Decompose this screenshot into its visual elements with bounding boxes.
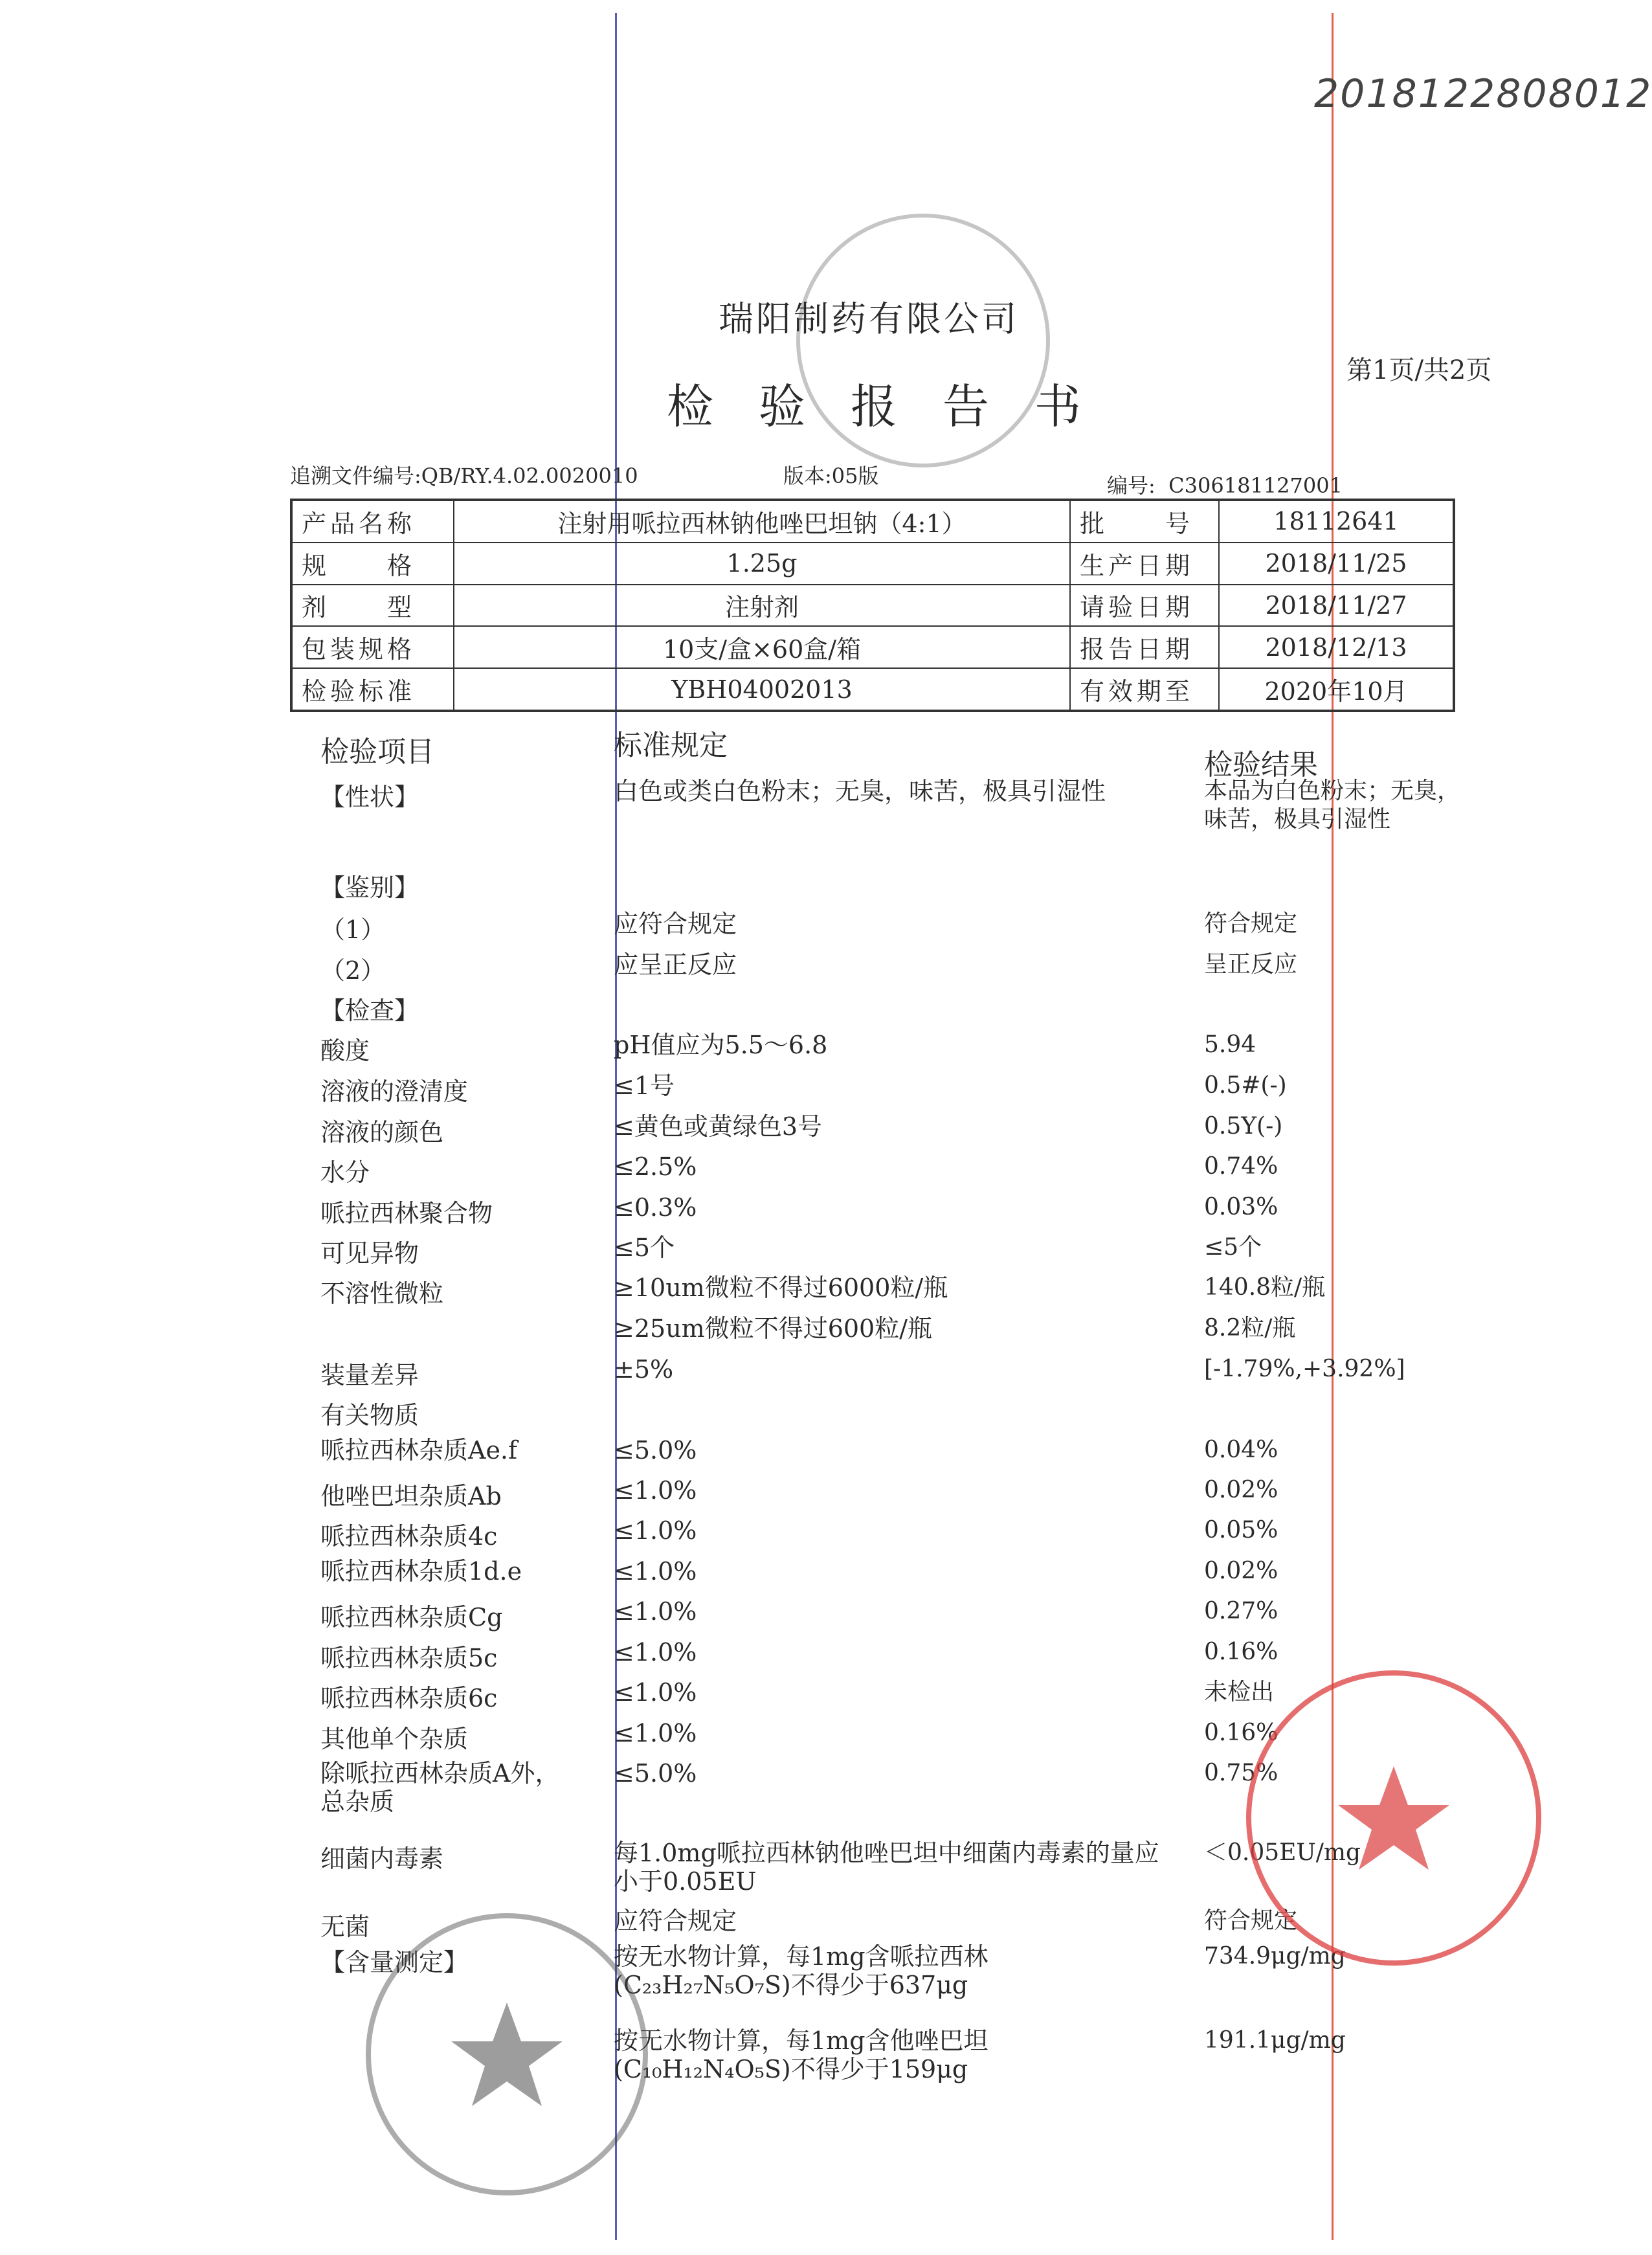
test-item: 除哌拉西林杂质A外，总杂质	[320, 1759, 560, 1816]
test-result: 0.03%	[1204, 1194, 1278, 1220]
report-title: 检验报告书	[667, 379, 1127, 434]
info-label: 包装规格	[291, 626, 454, 668]
test-standard: 应呈正反应	[614, 950, 737, 979]
test-item: 哌拉西林杂质6c	[320, 1684, 498, 1712]
info-row	[291, 668, 1454, 711]
test-item: （1）	[320, 915, 386, 944]
test-result: 0.16%	[1204, 1639, 1278, 1665]
test-item: 【检查】	[320, 996, 419, 1025]
test-item: 不溶性微粒	[320, 1279, 444, 1308]
info-value: 2018/11/27	[1219, 585, 1454, 627]
trace-file-no	[290, 460, 638, 489]
test-result: 0.04%	[1204, 1437, 1278, 1463]
test-standard: ≤1.0%	[614, 1476, 697, 1505]
test-item: 哌拉西林杂质1d.e	[320, 1557, 522, 1586]
test-result: 未检出	[1204, 1679, 1275, 1705]
test-item: 水分	[320, 1158, 370, 1187]
test-standard: ≤5.0%	[614, 1436, 697, 1464]
test-standard: ≤0.3%	[614, 1193, 697, 1222]
info-label: 检验标准	[291, 668, 454, 711]
test-standard: 应符合规定	[614, 910, 737, 938]
company-name: 瑞阳制药有限公司	[719, 298, 1019, 339]
report-no-value: C306181127001	[1168, 473, 1343, 498]
test-result: 0.74%	[1204, 1153, 1278, 1180]
test-item: 哌拉西林杂质4c	[320, 1522, 498, 1551]
test-standard: ≥25um微粒不得过600粒/瓶	[614, 1314, 933, 1343]
test-item: 溶液的澄清度	[320, 1077, 469, 1106]
info-value: 2020年10月	[1219, 668, 1454, 711]
info-label: 请验日期	[1070, 585, 1219, 627]
test-standard: ±5%	[614, 1355, 674, 1384]
test-item: 无菌	[320, 1913, 370, 1941]
test-standard: 按无水物计算，每1mg含他唑巴坦(C₁₀H₁₂N₄O₅S)不得少于159μg	[614, 2026, 988, 2083]
test-result: [-1.79%,+3.92%]	[1204, 1356, 1405, 1382]
test-item: 有关物质	[320, 1401, 419, 1430]
quality-inspection-stamp	[366, 1913, 648, 2195]
test-standard: 白色或类白色粉末；无臭，味苦，极具引湿性	[614, 777, 1106, 805]
test-standard: ≤1.0%	[614, 1638, 697, 1666]
test-item: 装量差异	[320, 1361, 419, 1389]
report-no-label: 编号:	[1107, 473, 1155, 498]
test-result: 140.8粒/瓶	[1204, 1274, 1326, 1301]
test-item: 其他单个杂质	[320, 1725, 469, 1753]
test-result: ≤5个	[1204, 1234, 1262, 1261]
test-result: 0.27%	[1204, 1598, 1278, 1624]
info-value: 1.25g	[454, 543, 1070, 585]
test-result: 0.5#(-)	[1204, 1072, 1287, 1099]
trace-label: 追溯文件编号:	[290, 464, 421, 488]
info-value: 注射剂	[454, 585, 1070, 627]
info-row	[291, 500, 1454, 543]
test-standard: ≤1.0%	[614, 1719, 697, 1747]
test-standard: 按无水物计算，每1mg含哌拉西林(C₂₃H₂₇N₅O₇S)不得少于637μg	[614, 1942, 988, 1999]
test-standard: ≤5.0%	[614, 1759, 697, 1788]
version-label: 版本:	[783, 464, 832, 488]
red-quality-management-stamp	[1246, 1670, 1541, 1966]
test-result: 符合规定	[1204, 1907, 1298, 1934]
test-item: 【性状】	[320, 783, 419, 811]
test-standard: ≤黄色或黄绿色3号	[614, 1112, 823, 1141]
test-item: 【含量测定】	[320, 1948, 469, 1977]
info-value: 注射用哌拉西林钠他唑巴坦钠（4:1）	[454, 500, 1070, 543]
test-result: 0.05%	[1204, 1517, 1278, 1543]
test-standard: ≥10um微粒不得过6000粒/瓶	[614, 1273, 948, 1302]
test-item: 哌拉西林聚合物	[320, 1199, 493, 1228]
info-label: 规 格	[291, 543, 454, 585]
report-no	[1107, 469, 1343, 499]
test-standard: ≤2.5%	[614, 1152, 697, 1181]
test-result: 0.75%	[1204, 1760, 1278, 1786]
test-result: 0.16%	[1204, 1720, 1278, 1746]
star-icon	[1251, 1676, 1536, 1960]
test-item: （2）	[320, 956, 386, 985]
page-number: 第1页/共2页	[1346, 355, 1492, 385]
test-result: 5.94	[1204, 1031, 1256, 1058]
test-item: 酸度	[320, 1037, 370, 1065]
version-value: 05版	[831, 464, 879, 488]
test-standard: ≤1.0%	[614, 1516, 697, 1545]
info-label: 报告日期	[1070, 626, 1219, 668]
info-value: YBH04002013	[454, 668, 1070, 711]
handwritten-number: 2018122808012	[1314, 71, 1652, 117]
test-result: 8.2粒/瓶	[1204, 1315, 1296, 1341]
test-standard: ≤5个	[614, 1233, 675, 1262]
test-result: 191.1μg/mg	[1204, 2027, 1346, 2054]
test-standard: 每1.0mg哌拉西林钠他唑巴坦中细菌内毒素的量应小于0.05EU	[614, 1839, 1159, 1896]
info-label: 批 号	[1070, 500, 1219, 543]
info-row	[291, 543, 1454, 585]
info-label: 剂 型	[291, 585, 454, 627]
info-label: 产品名称	[291, 500, 454, 543]
header-standard: 标准规定	[614, 729, 728, 762]
test-item: 哌拉西林杂质Cg	[320, 1603, 503, 1632]
test-result: 本品为白色粉末；无臭，味苦，极具引湿性	[1204, 778, 1461, 833]
star-icon	[371, 1918, 643, 2190]
test-result: 符合规定	[1204, 910, 1298, 937]
test-standard: pH值应为5.5～6.8	[614, 1031, 828, 1059]
test-result: 734.9μg/mg	[1204, 1943, 1346, 1969]
test-result: ＜0.05EU/mg	[1204, 1839, 1361, 1866]
header-result: 检验结果	[1204, 748, 1318, 781]
info-value: 18112641	[1219, 500, 1454, 543]
test-item: 可见异物	[320, 1239, 419, 1268]
test-standard: ≤1.0%	[614, 1557, 697, 1586]
test-item: 哌拉西林杂质Ae.f	[320, 1436, 518, 1464]
test-item: 溶液的颜色	[320, 1118, 444, 1147]
test-standard: 应符合规定	[614, 1907, 737, 1935]
test-standard: ≤1号	[614, 1071, 675, 1100]
info-value: 2018/11/25	[1219, 543, 1454, 585]
test-item: 哌拉西林杂质5c	[320, 1644, 498, 1672]
version	[783, 460, 879, 489]
test-standard: ≤1.0%	[614, 1678, 697, 1707]
info-label: 生产日期	[1070, 543, 1219, 585]
test-item: 细菌内毒素	[320, 1845, 444, 1873]
test-standard: ≤1.0%	[614, 1597, 697, 1626]
test-result: 0.02%	[1204, 1558, 1278, 1584]
test-item: 他唑巴坦杂质Ab	[320, 1482, 502, 1510]
info-value: 2018/12/13	[1219, 626, 1454, 668]
info-row	[291, 585, 1454, 627]
test-item: 【鉴别】	[320, 873, 419, 902]
info-value: 10支/盒×60盒/箱	[454, 626, 1070, 668]
info-label: 有效期至	[1070, 668, 1219, 711]
test-result: 呈正反应	[1204, 951, 1298, 978]
trace-value: QB/RY.4.02.0020010	[421, 464, 638, 488]
product-info-table	[290, 499, 1455, 712]
test-result: 0.02%	[1204, 1477, 1278, 1503]
info-row	[291, 626, 1454, 668]
test-result: 0.5Y(-)	[1204, 1113, 1283, 1139]
header-item: 检验项目	[320, 735, 434, 768]
